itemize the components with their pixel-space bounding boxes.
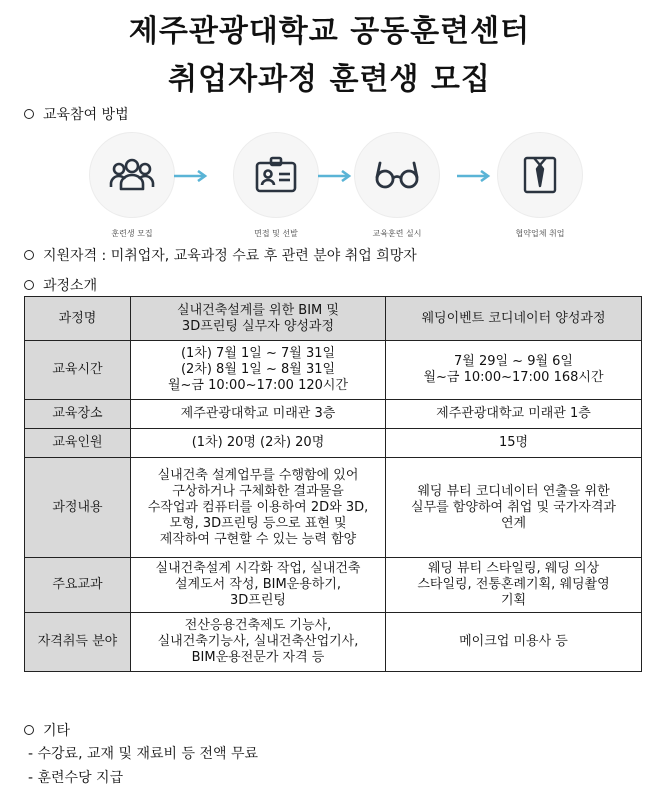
cell-line: 웨딩 뷰티 스타일링, 웨딩 의상 [427, 561, 600, 576]
courses-heading-text: 과정소개 [43, 278, 98, 294]
bim-course-cell [131, 297, 386, 341]
id-card-icon [254, 155, 298, 195]
cell-line: 실내건축설계를 위한 BIM 및 [177, 302, 339, 318]
wedding-course-cell [386, 429, 642, 458]
step-recruit [72, 132, 192, 239]
wedding-course-cell [386, 458, 642, 558]
cell-line: 기획 [500, 593, 527, 608]
wedding-course-cell [386, 613, 642, 672]
cell-line: 실내건축기능사, 실내건축산업기사, [157, 634, 359, 649]
cell-line: 실내건축 설계업무를 수행함에 있어 [157, 467, 359, 483]
cell-line: 전산응용건축제도 기능사, [184, 618, 332, 633]
course-row [25, 429, 642, 458]
cell-line: 7월 29일 ~ 9월 6일 [453, 354, 573, 369]
cell-line: 설계도서 작성, BIM운용하기, [174, 577, 342, 592]
method-heading-text: 교육참여 방법 [43, 107, 129, 123]
cell-line: 월~금 10:00~17:00 120시간 [167, 378, 349, 393]
glasses-icon [374, 160, 420, 190]
shirt-tie-icon [522, 155, 558, 195]
cell-line: 연계 [500, 515, 527, 531]
course-row [25, 558, 642, 613]
step-interview [216, 132, 336, 239]
wedding-course-cell [386, 400, 642, 429]
course-row [25, 400, 642, 429]
row-label: 과정명 [25, 297, 131, 341]
arrow-right-icon [172, 170, 208, 182]
step-employment [480, 132, 600, 239]
courses-heading [24, 275, 97, 295]
circle-bullet-icon [24, 725, 34, 735]
cell-line: (1차) 7월 1일 ~ 7월 31일 [180, 346, 336, 361]
bim-course-cell [131, 429, 386, 458]
eligibility-text: 지원자격 : 미취업자, 교육과정 수료 후 관련 분야 취업 희망자 [43, 248, 417, 264]
circle-bullet-icon [24, 280, 34, 290]
cell-line: 3D프린팅 실무자 양성과정 [181, 318, 335, 334]
cell-line: 실무를 함양하여 취업 및 국가자격과 [411, 499, 616, 515]
row-label: 과정내용 [25, 458, 131, 558]
cell-line: 스타일링, 전통혼례기획, 웨딩촬영 [417, 577, 610, 592]
circle-bullet-icon [24, 109, 34, 119]
row-label: 교육인원 [25, 429, 131, 458]
cell-line: 웨딩이벤트 코디네이터 양성과정 [421, 310, 606, 326]
other-heading-text: 기타 [43, 723, 71, 739]
cell-line: 3D프린팅 [230, 593, 286, 608]
cell-line: 제주관광대학교 미래관 1층 [436, 406, 591, 421]
other-item: - 수강료, 교재 및 재료비 등 전액 무료 [28, 746, 258, 762]
eligibility-line [24, 245, 417, 265]
participation-flow [0, 132, 659, 242]
bim-course-cell [131, 458, 386, 558]
cell-line: 실내건축설계 시각화 작업, 실내건축 [155, 561, 361, 576]
people-icon [109, 156, 155, 194]
course-row [25, 458, 642, 558]
row-label: 주요교과 [25, 558, 131, 613]
cell-line: 제주관광대학교 미래관 3층 [180, 406, 336, 421]
cell-line: 수작업과 컴퓨터를 이용하여 2D와 3D, [147, 499, 369, 515]
course-table [24, 296, 642, 672]
cell-line: 모형, 3D프린팅 등으로 표현 및 [169, 515, 347, 531]
cell-line: 구상하거나 구체화한 결과물을 [172, 483, 344, 499]
title-line-1: 제주관광대학교 공동훈련센터 [128, 14, 531, 49]
row-label: 교육시간 [25, 341, 131, 400]
other-heading [24, 720, 70, 740]
course-row [25, 341, 642, 400]
cell-line: 웨딩 뷰티 코디네이터 연출을 위한 [417, 483, 610, 499]
cell-line: 15명 [498, 435, 529, 450]
bim-course-cell [131, 341, 386, 400]
bim-course-cell [131, 400, 386, 429]
wedding-course-cell [386, 341, 642, 400]
wedding-course-cell [386, 558, 642, 613]
cell-line: BIM운용전문가 자격 등 [191, 650, 325, 665]
step-label: 면접 및 선발 [254, 229, 298, 238]
cell-line: (2차) 8월 1일 ~ 8월 31일 [180, 362, 336, 377]
step-training [337, 132, 457, 239]
wedding-course-cell [386, 297, 642, 341]
bim-course-cell [131, 613, 386, 672]
step-label: 훈련생 모집 [111, 229, 153, 238]
cell-line: (1차) 20명 (2차) 20명 [191, 435, 325, 450]
method-heading [24, 104, 129, 124]
cell-line: 월~금 10:00~17:00 168시간 [423, 370, 604, 385]
row-label: 교육장소 [25, 400, 131, 429]
cell-line: 메이크업 미용사 등 [459, 634, 568, 649]
step-label: 교육훈련 실시 [372, 229, 422, 238]
cell-line: 제작하여 구현할 수 있는 능력 함양 [159, 531, 357, 547]
title-line-2: 취업자과정 훈련생 모집 [168, 62, 491, 97]
course-row [25, 297, 642, 341]
circle-bullet-icon [24, 250, 34, 260]
step-label: 협약업체 취업 [515, 229, 565, 238]
course-row [25, 613, 642, 672]
bim-course-cell [131, 558, 386, 613]
other-item: - 훈련수당 지급 [28, 770, 124, 786]
row-label: 자격취득 분야 [25, 613, 131, 672]
